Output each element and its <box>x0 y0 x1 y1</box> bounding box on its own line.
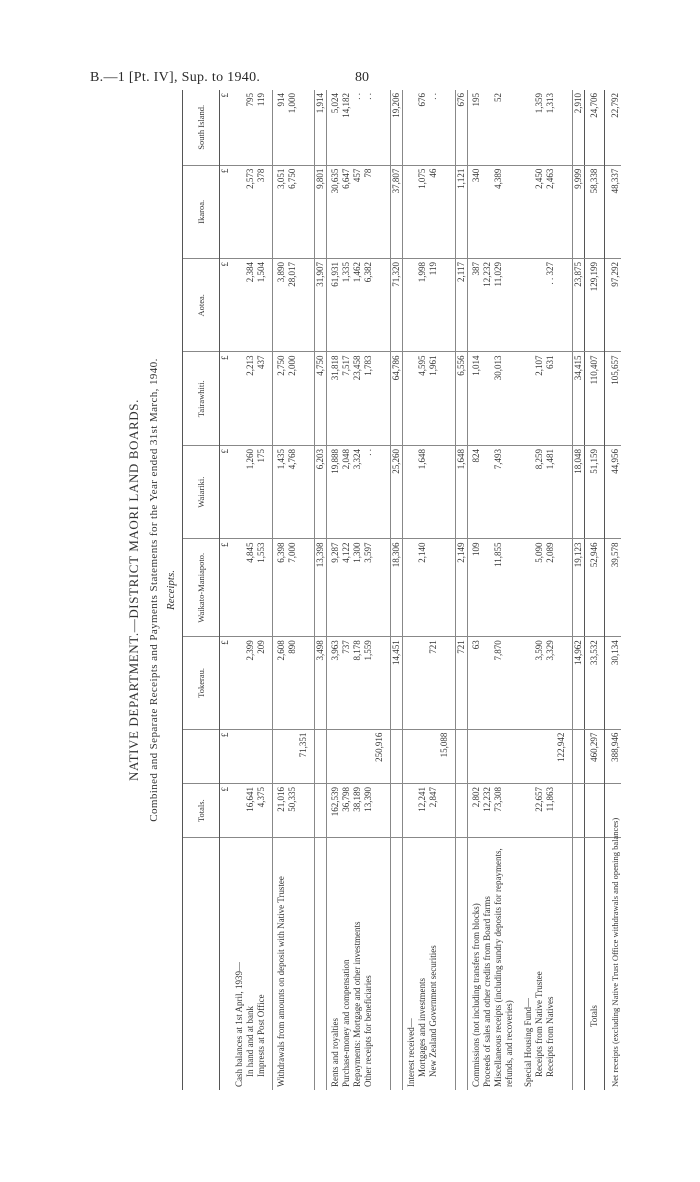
group-subtotal-cell: 1,648 <box>456 445 468 538</box>
totals-cell: 16,641 4,375 <box>231 783 273 837</box>
unit-cell: £ <box>220 539 232 637</box>
column-header: Totals. <box>183 783 220 837</box>
board-cell: 31,818 7,517 23,458 1,783 <box>327 352 391 445</box>
group-subtotal-cell: 676 <box>456 90 468 165</box>
column-header: Tairawhiti. <box>183 352 220 445</box>
group-subtotal-cell: 9,801 <box>315 165 327 258</box>
group-subtotal-cell: 2,910 <box>573 90 585 165</box>
group-subtotal-cell: 721 <box>456 637 468 729</box>
board-cell: 1,998 119 <box>403 259 456 352</box>
subtotal-cell: 250,916 <box>327 729 391 783</box>
group-subtotal-cell: 14,962 <box>573 637 585 729</box>
column-header-row <box>183 90 220 1090</box>
row-label: Net receipts (excluding Native Trust Office withdrawals and opening balances) <box>610 817 620 1087</box>
receipts-table <box>182 90 621 1090</box>
board-cell: 2,213 437 <box>231 352 273 445</box>
group-subtotal-cell: 6,556 <box>456 352 468 445</box>
board-cell: 58,338 <box>585 165 605 258</box>
page-subtitle: Combined and Separate Receipts and Payments Statements for the Year ended 31st March, 1940. <box>148 358 160 822</box>
board-cell: 61,931 1,335 1,462 6,382 <box>327 259 391 352</box>
group-subtotal-row <box>456 90 468 1090</box>
totals-cell: 460,297 <box>585 729 605 783</box>
table-row-commissions <box>468 90 521 1090</box>
board-cell: 914 1,000 <box>273 90 315 165</box>
row-label: Cash balances at 1st April, 1939— In hand and at bank Imprests at Post Office <box>234 962 266 1087</box>
board-cell: 1,435 4,768 <box>273 445 315 538</box>
running-header: B.—1 [Pt. IV], Sup. to 1940. <box>90 70 261 85</box>
board-cell: 5,090 2,089 <box>520 539 573 637</box>
subtotal-cell <box>468 729 521 783</box>
group-subtotal-cell: 4,750 <box>315 352 327 445</box>
table-row-net-receipts <box>605 90 622 1090</box>
board-cell: 1,075 46 <box>403 165 456 258</box>
unit-cell: £ <box>220 352 232 445</box>
group-subtotal-cell: 19,123 <box>573 539 585 637</box>
board-cell: 2,750 2,000 <box>273 352 315 445</box>
totals-cell: 2,802 12,232 73,308 <box>468 783 521 837</box>
table-row-withdrawals <box>273 90 315 1090</box>
board-cell: 6,398 7,000 <box>273 539 315 637</box>
board-cell: 4,595 1,961 <box>403 352 456 445</box>
table-row-interest <box>403 90 456 1090</box>
column-header: Tokerau. <box>183 637 220 729</box>
totals-cell: 388,946 <box>605 729 622 783</box>
board-cell: 2,140 <box>403 539 456 637</box>
board-cell: 5,024 14,182 . . . . <box>327 90 391 165</box>
board-cell: 44,956 <box>605 445 622 538</box>
group-subtotal-cell: 1,914 <box>315 90 327 165</box>
group-subtotal-cell: 23,875 <box>573 259 585 352</box>
board-cell: 9,287 4,122 1,300 3,597 <box>327 539 391 637</box>
board-cell: 2,608 890 <box>273 637 315 729</box>
totals-cell: 162,539 36,798 38,189 13,390 <box>327 783 391 837</box>
group-subtotal-cell: 9,999 <box>573 165 585 258</box>
board-cell: 2,399 209 <box>231 637 273 729</box>
board-cell: 19,888 2,048 3,324 . . <box>327 445 391 538</box>
group-subtotal-cell: 14,451 <box>391 637 403 729</box>
board-cell: 4,845 1,553 <box>231 539 273 637</box>
board-cell: 3,963 737 8,178 1,559 <box>327 637 391 729</box>
board-cell: 1,260 175 <box>231 445 273 538</box>
table-row-totals <box>585 90 605 1090</box>
table-row-rents <box>327 90 391 1090</box>
column-header: South Island. <box>183 90 220 165</box>
group-subtotal-cell: 25,260 <box>391 445 403 538</box>
row-label: Special Housing Fund— Receipts from Native Trustee Receipts from Natives <box>523 971 555 1087</box>
group-subtotal-row <box>573 90 585 1090</box>
unit-cell: £ <box>220 165 232 258</box>
board-cell: 2,107 631 <box>520 352 573 445</box>
board-cell: 795 119 <box>231 90 273 165</box>
page-number: 80 <box>355 70 369 85</box>
board-cell: 2,573 378 <box>231 165 273 258</box>
board-cell: 676 . . <box>403 90 456 165</box>
column-header <box>183 729 220 783</box>
row-label: Interest received— Mortgages and investments New Zealand Government securities <box>403 838 456 1090</box>
board-cell: 340 4,389 <box>468 165 521 258</box>
column-header: Ikaroa. <box>183 165 220 258</box>
unit-cell: £ <box>220 445 232 538</box>
group-subtotal-cell: 6,203 <box>315 445 327 538</box>
board-cell: 1,359 1,313 <box>520 90 573 165</box>
row-label: Commissions (not including transfers from blocks) Proceeds of sales and other credits from Board farms Miscellaneous receipts (including sundry deposits for repayments, refunds, and recoveries) <box>468 838 521 1090</box>
board-cell: 8,259 1,481 <box>520 445 573 538</box>
board-cell: 721 <box>403 637 456 729</box>
subtotal-cell <box>231 729 273 783</box>
board-cell: 3,890 28,017 <box>273 259 315 352</box>
column-header: Aotea. <box>183 259 220 352</box>
group-subtotal-cell: 18,048 <box>573 445 585 538</box>
board-cell: 824 7,493 <box>468 445 521 538</box>
board-cell: 63 7,870 <box>468 637 521 729</box>
unit-row <box>220 90 232 1090</box>
board-cell: 3,051 6,750 <box>273 165 315 258</box>
section-title: Receipts. <box>165 570 177 611</box>
board-cell: 97,292 <box>605 259 622 352</box>
unit-cell: £ <box>220 90 232 165</box>
group-subtotal-row <box>315 90 327 1090</box>
group-subtotal-row <box>391 90 403 1090</box>
unit-cell: £ <box>220 259 232 352</box>
board-cell: . . 327 <box>520 259 573 352</box>
board-cell: 22,792 <box>605 90 622 165</box>
column-header <box>183 838 220 1090</box>
row-label: Rents and royalties Purchase-money and compensation Repayments: Mortgage and other investments Other receipts for beneficiaries <box>327 838 391 1090</box>
unit-cell: £ <box>220 783 232 837</box>
group-subtotal-cell: 71,320 <box>391 259 403 352</box>
group-subtotal-cell: 31,907 <box>315 259 327 352</box>
board-cell: 30,134 <box>605 637 622 729</box>
board-cell: 39,578 <box>605 539 622 637</box>
group-subtotal-cell: 3,498 <box>315 637 327 729</box>
board-cell: 51,159 <box>585 445 605 538</box>
subtotal-cell: 15,088 <box>403 729 456 783</box>
subtotal-cell: 122,942 <box>520 729 573 783</box>
group-subtotal-cell: 34,415 <box>573 352 585 445</box>
totals-cell: 22,657 11,863 <box>520 783 573 837</box>
board-cell: 33,532 <box>585 637 605 729</box>
board-cell: 105,657 <box>605 352 622 445</box>
rotated-table-block <box>120 90 620 1090</box>
totals-cell: 21,016 50,335 <box>273 783 315 837</box>
board-cell: 30,635 6,647 457 78 <box>327 165 391 258</box>
table-row-housing <box>520 90 573 1090</box>
row-label: Totals <box>585 838 605 1090</box>
board-cell: 3,590 3,329 <box>520 637 573 729</box>
group-subtotal-cell: 19,206 <box>391 90 403 165</box>
group-subtotal-cell: 18,306 <box>391 539 403 637</box>
board-cell: 1,648 <box>403 445 456 538</box>
board-cell: 387 12,232 11,029 <box>468 259 521 352</box>
group-subtotal-cell: 37,807 <box>391 165 403 258</box>
board-cell: 109 11,855 <box>468 539 521 637</box>
board-cell: 24,706 <box>585 90 605 165</box>
unit-cell: £ <box>220 729 232 783</box>
board-cell: 129,199 <box>585 259 605 352</box>
row-label: Withdrawals from amounts on deposit with Native Trustee <box>273 838 315 1090</box>
board-cell: 52,946 <box>585 539 605 637</box>
board-cell: 2,384 1,504 <box>231 259 273 352</box>
page-title: NATIVE DEPARTMENT.—DISTRICT MAORI LAND BOARDS. <box>126 399 141 781</box>
table-row-cash <box>231 90 273 1090</box>
column-header: Waikato-Maniapoto. <box>183 539 220 637</box>
board-cell: 110,407 <box>585 352 605 445</box>
board-cell: 195 52 <box>468 90 521 165</box>
column-header: Waiariki. <box>183 445 220 538</box>
totals-cell: 12,241 2,847 <box>403 783 456 837</box>
group-subtotal-cell: 1,121 <box>456 165 468 258</box>
board-cell: 48,337 <box>605 165 622 258</box>
subtotal-cell: 71,351 <box>273 729 315 783</box>
board-cell: 1,014 30,013 <box>468 352 521 445</box>
unit-cell: £ <box>220 637 232 729</box>
group-subtotal-cell: 64,786 <box>391 352 403 445</box>
group-subtotal-cell: 2,149 <box>456 539 468 637</box>
group-subtotal-cell: 13,398 <box>315 539 327 637</box>
group-subtotal-cell: 2,117 <box>456 259 468 352</box>
board-cell: 2,450 2,463 <box>520 165 573 258</box>
